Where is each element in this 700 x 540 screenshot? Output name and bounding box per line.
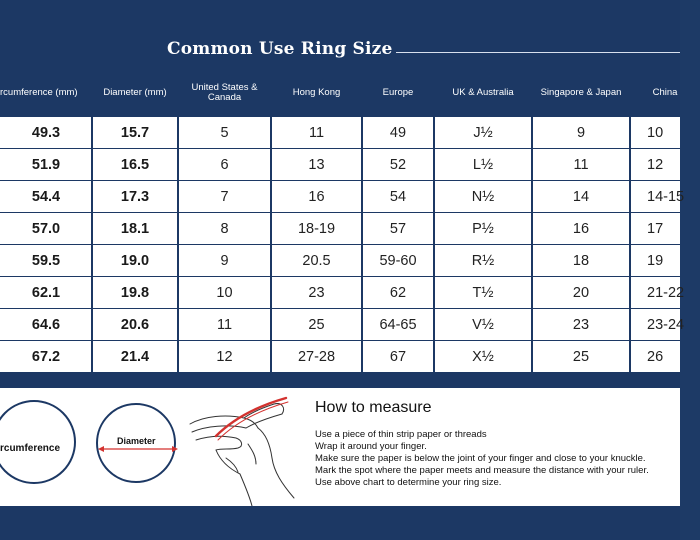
table-cell: 67.2 <box>31 348 61 365</box>
table-cell: 21.4 <box>120 348 150 365</box>
table-cell: V½ <box>472 316 494 333</box>
table-cell: P½ <box>472 220 494 237</box>
table-cell: 51.9 <box>31 156 61 173</box>
table-row <box>0 309 685 340</box>
table-cell: 64-65 <box>379 316 417 333</box>
table-cell: 23 <box>308 284 325 301</box>
column-divider <box>629 78 631 388</box>
table-cell: 16 <box>572 220 590 237</box>
circumference-label: rcumference <box>0 443 61 454</box>
column-divider <box>270 78 272 388</box>
table-cell: 20 <box>572 284 590 301</box>
table-cell: 25 <box>308 316 325 333</box>
table-cell: 67 <box>389 348 407 365</box>
instruction-step: Mark the spot where the paper meets and measure the distance with your ruler. <box>315 465 649 476</box>
table-cell: 57 <box>389 220 407 237</box>
table-cell: 9 <box>576 124 586 141</box>
table-cell: T½ <box>472 284 494 301</box>
title-divider <box>396 52 680 53</box>
table-cell: 12 <box>216 348 233 365</box>
table-cell: 25 <box>572 348 590 365</box>
table-cell: 17 <box>647 220 664 237</box>
table-cell: 11 <box>573 156 589 173</box>
table-cell: 18.1 <box>120 220 150 237</box>
table-cell: 26 <box>647 348 664 365</box>
table-cell: 7 <box>220 188 229 205</box>
how-to-measure-title: How to measure <box>315 399 432 416</box>
table-cell: 6 <box>220 156 229 173</box>
instruction-step: Use a piece of thin strip paper or threads <box>315 429 487 440</box>
table-cell: 10 <box>216 284 233 301</box>
table-cell: X½ <box>472 348 494 365</box>
table-cell: 23 <box>572 316 590 333</box>
bottom-band <box>0 506 680 540</box>
table-cell: N½ <box>471 188 495 205</box>
table-cell: 20.5 <box>302 252 331 269</box>
table-cell: 11 <box>308 124 325 141</box>
column-header: United States & Canada <box>191 82 258 103</box>
table-cell: 59.5 <box>31 252 61 269</box>
table-cell: 18 <box>572 252 590 269</box>
table-cell: 62.1 <box>31 284 61 301</box>
column-divider <box>177 78 179 388</box>
table-cell: 13 <box>308 156 325 173</box>
table-cell: 15.7 <box>120 124 150 141</box>
table-cell: 8 <box>220 220 229 237</box>
table-cell: 10 <box>647 124 664 141</box>
column-divider <box>433 78 435 388</box>
instruction-list <box>315 429 680 489</box>
table-row <box>0 277 685 308</box>
table-cell: 18-19 <box>297 220 336 237</box>
table-cell: 59-60 <box>379 252 417 269</box>
table-cell: 52 <box>389 156 407 173</box>
column-header: China <box>652 87 678 98</box>
instruction-step: Use above chart to determine your ring size. <box>315 477 502 488</box>
table-row <box>0 341 680 372</box>
table-cell: 5 <box>220 124 229 141</box>
table-cell: 54.4 <box>31 188 61 205</box>
column-header: Diameter (mm) <box>103 87 167 98</box>
table-cell: 62 <box>389 284 407 301</box>
instruction-step: Make sure the paper is below the joint of your finger and close to your knuckle. <box>315 453 646 464</box>
table-cell: 14 <box>572 188 590 205</box>
table-cell: 19.0 <box>120 252 150 269</box>
table-cell: 11 <box>216 316 233 333</box>
column-header: Hong Kong <box>292 87 341 98</box>
table-cell: 12 <box>647 156 664 173</box>
table-row <box>0 149 680 180</box>
table-cell: 16 <box>308 188 325 205</box>
column-header: rcumference (mm) <box>0 87 78 98</box>
table-cell: 23-24 <box>647 316 685 333</box>
table-cell: 54 <box>389 188 407 205</box>
table-cell: 9 <box>220 252 229 269</box>
table-cell: 19 <box>647 252 664 269</box>
title-bar <box>0 38 680 66</box>
hand-measuring-icon <box>186 388 306 506</box>
table-row <box>0 181 685 212</box>
column-header: UK & Australia <box>452 87 514 98</box>
table-cell: 14-15 <box>647 188 685 205</box>
table-cell: 49.3 <box>31 124 61 141</box>
table-cell: J½ <box>473 124 493 141</box>
table-cell: 57.0 <box>31 220 61 237</box>
instruction-step: Wrap it around your finger. <box>315 441 427 452</box>
table-cell: 27-28 <box>297 348 336 365</box>
column-divider <box>91 78 93 388</box>
column-header: Singapore & Japan <box>540 87 622 98</box>
table-row <box>0 245 680 276</box>
measure-panel <box>0 388 680 506</box>
table-cell: 16.5 <box>120 156 150 173</box>
table-cell: 17.3 <box>120 188 150 205</box>
chart-title: Common Use Ring Size <box>167 39 393 59</box>
table-cell: R½ <box>471 252 495 269</box>
table-cell: 20.6 <box>120 316 150 333</box>
table-header-row <box>0 78 680 108</box>
table-cell: 49 <box>389 124 407 141</box>
table-cell: 19.8 <box>120 284 150 301</box>
column-divider <box>361 78 363 388</box>
table-row <box>0 213 680 244</box>
table-row <box>0 117 680 148</box>
table-cell: 64.6 <box>31 316 61 333</box>
table-cell: 21-22 <box>647 284 685 301</box>
diameter-label: Diameter <box>117 436 156 446</box>
table-cell: L½ <box>472 156 494 173</box>
column-header: Europe <box>382 87 414 98</box>
column-divider <box>531 78 533 388</box>
size-table <box>0 78 685 388</box>
